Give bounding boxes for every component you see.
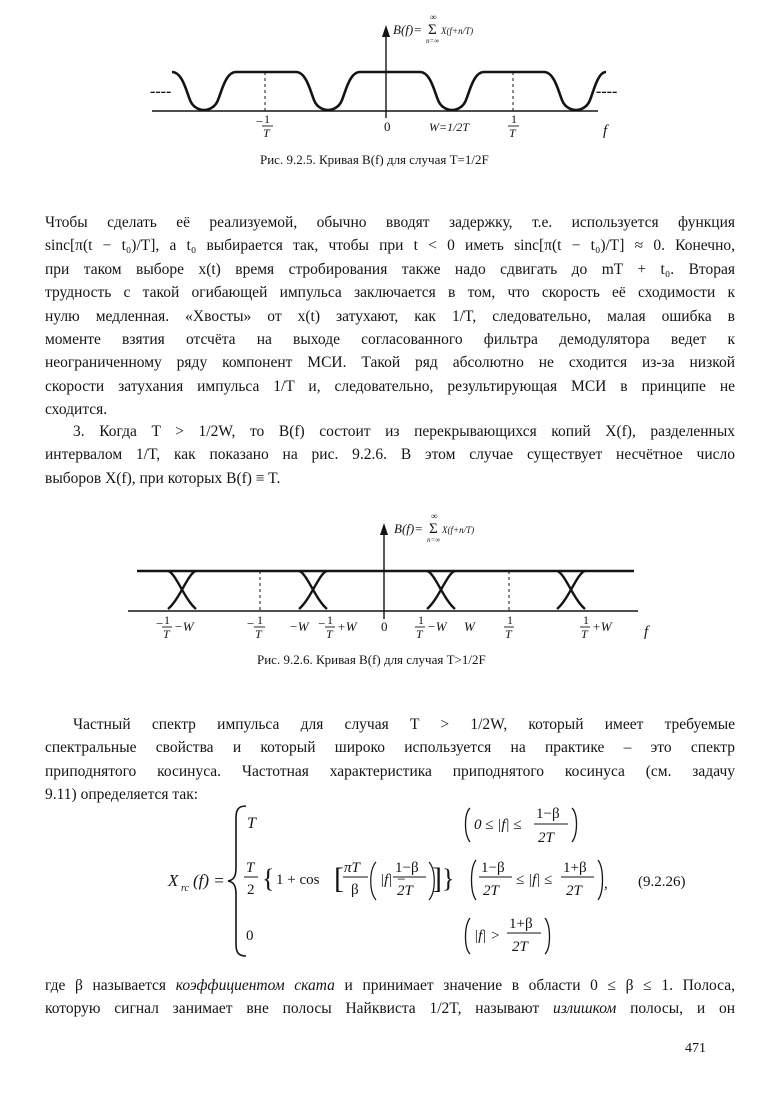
- p3-line-4: 9.11) определяется так:: [45, 786, 199, 804]
- formula-case1-value: T: [247, 815, 256, 832]
- page-number: 471: [685, 1041, 706, 1056]
- figure-9-2-6: [0, 505, 759, 645]
- formula-case2-num: 1−β: [395, 860, 419, 876]
- formula-case1-den: 2T: [538, 830, 554, 846]
- fig2-tick-zero: 0: [381, 619, 388, 634]
- p2-line-3: выборов X(f), при которых B(f) ≡ T.: [45, 469, 281, 487]
- formula-equation-number: (9.2.26): [638, 874, 686, 890]
- fig2-t4-den: T: [326, 627, 333, 641]
- fig1-tick-plus-1T-den: T: [509, 126, 516, 140]
- p2-line-2: интервалом 1/T, как показано на рис. 9.2.6. В этом случае существует несчётное число: [45, 446, 735, 464]
- fig1-axis-f: f: [603, 123, 608, 139]
- fig2-ylabel-main: B(f)=: [394, 521, 423, 536]
- fig2-ylabel-sum-bottom: n=∞: [427, 536, 441, 544]
- fig1-tick-minus-1T-den: T: [263, 126, 270, 140]
- formula-case2-paren-l: [371, 862, 376, 900]
- fig2-t5-num: 1: [418, 613, 424, 627]
- p4-line2-a: которую сигнал занимает вне полосы Найквиста 1/2T, называют: [45, 1000, 540, 1018]
- p4-line2-term: излишком: [552, 1000, 617, 1018]
- p1-line-4: трудность с такой огибающей импульса заключается в том, что скорость её сходимости к: [45, 284, 735, 302]
- fig1-ylabel-sigma: Σ: [428, 22, 437, 38]
- p4-line1-term: коэффициентом ската: [175, 977, 335, 994]
- formula-case3-paren-r: [545, 918, 550, 954]
- fig2-axis-f: f: [644, 624, 649, 640]
- p1-line-9: сходится.: [45, 401, 108, 419]
- formula-case2-den: 2T: [397, 883, 413, 899]
- formula-case2-cond-paren-r: [598, 860, 603, 900]
- fig1-tick-W: W=1/2T: [429, 120, 470, 134]
- fig2-t4-num: 1: [327, 613, 333, 627]
- p1-line-7: неограниченному ряду компонент МСИ. Такой ряд абсолютно не сходится из-за низкой: [45, 354, 735, 372]
- formula-case2-brace-l: {: [262, 864, 275, 893]
- fig1-ylabel-sum-bottom: n=∞: [426, 37, 440, 45]
- formula-case2-cond-paren-l: [472, 860, 477, 900]
- fig2-ylabel-tail: X(f+n/T): [442, 525, 475, 535]
- fig1-tick-minus-sign: −: [256, 114, 264, 129]
- paragraph-4: [45, 974, 735, 1021]
- formula-case2-cond-num2: 1+β: [563, 860, 587, 876]
- p1-line-6: моменте взятия отсчёта на выходе согласованного фильтра демодулятора ведет к: [45, 331, 735, 349]
- formula-case1-cond: 0 ≤ |f| ≤: [474, 817, 522, 833]
- formula-case2-le: ≤ |f| ≤: [516, 872, 553, 888]
- paragraph-1: [45, 211, 735, 422]
- fig2-t6-W: W: [464, 619, 475, 634]
- fig2-t2-num: 1: [257, 613, 263, 627]
- fig2-t2-minus: −: [247, 616, 255, 631]
- p4-line-2: [45, 997, 735, 1020]
- fig2-ylabel-sum-top: ∞: [431, 511, 438, 521]
- figure-9-2-5: [0, 0, 759, 150]
- fig2-caption: Рис. 9.2.6. Кривая B(f) для случая T>1/2F: [257, 652, 486, 667]
- formula-case3-den: 2T: [512, 939, 528, 955]
- formula-case2-1cos: 1 + cos: [276, 872, 320, 888]
- fig2-t8-den: T: [581, 627, 588, 641]
- formula-case1-paren-right: [572, 808, 577, 842]
- formula-case2-two: 2: [247, 882, 255, 898]
- formula-case2-bracket-r: ]: [432, 862, 442, 895]
- formula-case2-absf: |f| −: [380, 872, 407, 888]
- p1-line-8: скорости затухания импульса 1/T и, следовательно, результирующая МСИ в принципе не: [45, 377, 735, 395]
- paragraph-2: [45, 420, 735, 490]
- formula-case3-num: 1+β: [509, 916, 533, 932]
- formula-left-brace: [228, 806, 246, 956]
- formula-case2-cond-num1: 1−β: [481, 860, 505, 876]
- fig2-t2-den: T: [255, 627, 262, 641]
- fig1-dots-left: ----: [150, 83, 172, 100]
- fig2-ylabel-sigma: Σ: [429, 521, 438, 537]
- p4-line2-b: полосы, и он: [630, 1000, 735, 1018]
- formula-case3-paren-l: [466, 918, 471, 954]
- fig1-ylabel-main: B(f)=: [393, 22, 422, 37]
- p1-line-1: Чтобы сделать её реализуемой, обычно вводят задержку, т.е. используется функция: [45, 214, 735, 231]
- formula-case2-beta: β: [351, 882, 359, 898]
- formula-case2-T: T: [246, 860, 255, 876]
- fig2-y-arrow-icon: [380, 523, 388, 535]
- formula-case2-brace-r: }: [442, 864, 455, 893]
- fig2-t7-num: 1: [507, 613, 513, 627]
- formula-case2-cond-den1: 2T: [483, 883, 499, 899]
- formula-case2-bracket-l: [: [334, 862, 344, 895]
- formula-case3-cond: |f| >: [474, 928, 501, 944]
- fig2-t5-W: −W: [427, 619, 447, 634]
- fig2-t4-minus: −: [318, 616, 326, 631]
- fig1-tick-minus-1T-num: 1: [264, 112, 270, 126]
- fig1-y-arrow-icon: [382, 25, 390, 37]
- fig2-t1-num: 1: [164, 613, 170, 627]
- p3-line-2: спектральные свойства и который широко используется на практике – это спектр: [45, 739, 735, 757]
- fig2-t7-den: T: [505, 627, 512, 641]
- fig2-t1-W: −W: [174, 619, 194, 634]
- formula-case2-comma: ,: [604, 876, 608, 892]
- formula-lhs-sub: rc: [181, 883, 189, 894]
- fig1-caption: Рис. 9.2.5. Кривая B(f) для случая T=1/2F: [260, 152, 489, 167]
- p3-line-3: приподнятого косинуса. Частотная характеристика приподнятого косинуса (см. задачу: [45, 762, 735, 780]
- fig2-t1-minus: −: [156, 616, 164, 631]
- formula-case1-num: 1−β: [536, 806, 560, 822]
- p4-line1-b: и принимает значение в области 0 ≤ β ≤ 1. Полоса,: [344, 977, 736, 994]
- p4-line-1: [45, 974, 735, 997]
- p1-line-5: нулю медленная. «Хвосты» от x(t) затухают, как 1/T, следовательно, малая ошибка в: [45, 307, 735, 325]
- fig1-tick-plus-1T-num: 1: [511, 112, 517, 126]
- fig1-ylabel-tail: X(f+n/T): [441, 26, 474, 36]
- fig2-t3-W: −W: [289, 619, 309, 634]
- fig1-tick-zero: 0: [384, 119, 391, 134]
- fig1-dots-right: ----: [596, 83, 618, 100]
- fig2-t1-den: T: [163, 627, 170, 641]
- fig2-crossings: [168, 571, 585, 609]
- formula-case3-value: 0: [246, 928, 254, 944]
- fig1-curve: [172, 72, 606, 110]
- p3-line-1: Частный спектр импульса для случая T > 1/2W, который имеет требуемые: [73, 716, 735, 733]
- formula-9-2-26: [0, 800, 759, 960]
- p1-line-3: при таком выборе x(t) время стробирования также надо сдвигать до mT + t₀. Вторая: [45, 260, 735, 278]
- formula-lhs: X: [168, 871, 179, 890]
- fig2-t4-W: +W: [337, 619, 357, 634]
- p4-line1-a: где β называется: [45, 977, 167, 994]
- formula-case1-paren-left: [466, 808, 471, 842]
- p1-line-2: sinc[π(t − t₀)/T], а t₀ выбирается так, чтобы при t < 0 иметь sinc[π(t − t₀)/T] ≈ 0. Конечно,: [45, 237, 735, 255]
- fig2-t8-W: +W: [592, 619, 612, 634]
- fig2-t5-den: T: [416, 627, 423, 641]
- paragraph-3: [45, 713, 735, 807]
- fig1-ylabel-sum-top: ∞: [430, 12, 437, 22]
- formula-case2-cond-den2: 2T: [566, 883, 582, 899]
- formula-lhs-arg: (f) =: [193, 871, 225, 890]
- p2-line-1: 3. Когда T > 1/2W, то B(f) состоит из перекрывающихся копий X(f), разделенных: [73, 423, 735, 440]
- formula-case2-piT: πT: [344, 860, 360, 876]
- fig2-t8-num: 1: [583, 613, 589, 627]
